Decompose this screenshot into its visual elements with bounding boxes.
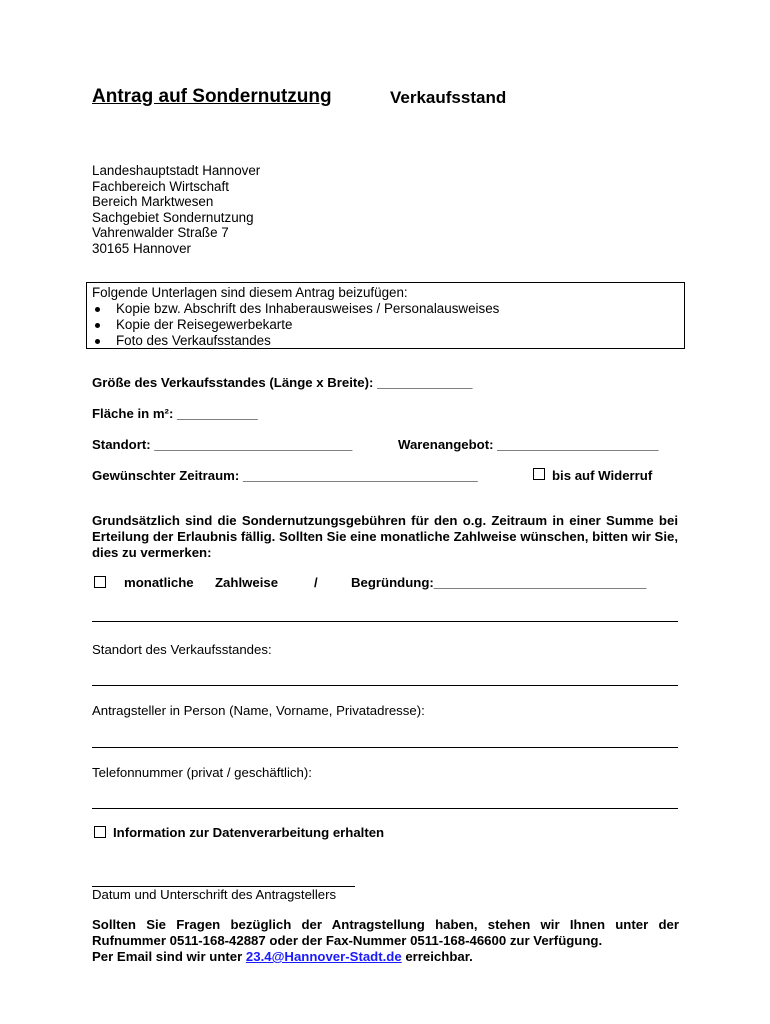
stand-location-label: Standort des Verkaufsstandes: — [92, 642, 272, 657]
bullet-icon — [95, 307, 100, 312]
until-revoked-label: bis auf Widerruf — [552, 468, 653, 483]
contact-email-line — [92, 949, 679, 965]
signature-label: Datum und Unterschrift des Antragstellers — [92, 887, 337, 902]
until-revoked-checkbox[interactable] — [533, 468, 545, 480]
stand-size-field[interactable]: Größe des Verkaufsstandes (Länge x Breite): _____________ — [92, 375, 473, 390]
applicant-label: Antragsteller in Person (Name, Vorname, Privatadresse): — [92, 703, 425, 718]
reason-field[interactable]: Begründung:_____________________________ — [351, 575, 647, 590]
required-document-label: Kopie der Reisegewerbekarte — [116, 317, 293, 332]
monthly-payment-checkbox[interactable] — [94, 576, 106, 588]
address-line: 30165 Hannover — [92, 240, 192, 256]
form-title: Antrag auf Sondernutzung — [92, 86, 332, 107]
location-field[interactable]: Standort: ___________________________ — [92, 437, 353, 452]
phone-input-line[interactable] — [92, 808, 678, 809]
required-document-item — [92, 333, 684, 349]
phone-label: Telefonnummer (privat / geschäftlich): — [92, 765, 312, 780]
address-line: Fachbereich Wirtschaft — [92, 178, 229, 194]
reason-continuation-line[interactable] — [92, 621, 678, 622]
recipient-address — [92, 163, 260, 257]
data-processing-label: Information zur Datenverarbeitung erhalten — [113, 825, 385, 840]
required-documents-box — [86, 282, 685, 349]
form-subtitle: Verkaufsstand — [390, 88, 507, 107]
contact-email-suffix: erreichbar. — [401, 949, 473, 964]
address-line: Vahrenwalder Straße 7 — [92, 225, 229, 241]
address-line: Landeshauptstadt Hannover — [92, 163, 261, 178]
required-document-item — [92, 317, 684, 333]
required-document-label: Kopie bzw. Abschrift des Inhaberausweises / Personalausweises — [116, 301, 500, 316]
contact-note — [92, 917, 679, 965]
contact-email-prefix: Per Email sind wir unter — [92, 949, 246, 964]
area-field[interactable]: Fläche in m²: ___________ — [92, 406, 258, 421]
period-field[interactable]: Gewünschter Zeitraum: ________________________________ — [92, 468, 478, 483]
applicant-input-line[interactable] — [92, 747, 678, 748]
contact-phone-text: Sollten Sie Fragen bezüglich der Antragstellung haben, stehen wir Ihnen unter der Rufnummer 0511-168-42887 oder der Fax-Nummer 0511-168-46600 zur Verfügung. — [92, 917, 679, 948]
stand-location-input-line[interactable] — [92, 685, 678, 686]
goods-field[interactable]: Warenangebot: ______________________ — [398, 437, 659, 452]
slash-separator: / — [314, 575, 318, 590]
required-documents-intro: Folgende Unterlagen sind diesem Antrag beizufügen: — [92, 285, 408, 300]
fee-note: Grundsätzlich sind die Sondernutzungsgebühren für den o.g. Zeitraum in einer Summe bei Erteilung der Erlaubnis fällig. Sollten Sie eine monatliche Zahlweise wünschen, bitten wir Sie, dies zu vermerken: — [92, 513, 678, 560]
required-document-label: Foto des Verkaufsstandes — [116, 333, 271, 348]
bullet-icon — [95, 323, 100, 328]
data-processing-checkbox[interactable] — [94, 826, 106, 838]
email-link[interactable]: 23.4@Hannover-Stadt.de — [245, 949, 402, 964]
required-document-item — [92, 301, 684, 317]
bullet-icon — [95, 339, 100, 344]
address-line: Sachgebiet Sondernutzung — [92, 209, 254, 225]
monthly-payment-label-word2: Zahlweise — [215, 575, 279, 590]
address-line: Bereich Marktwesen — [92, 194, 214, 210]
monthly-payment-label-word1: monatliche — [124, 575, 194, 590]
